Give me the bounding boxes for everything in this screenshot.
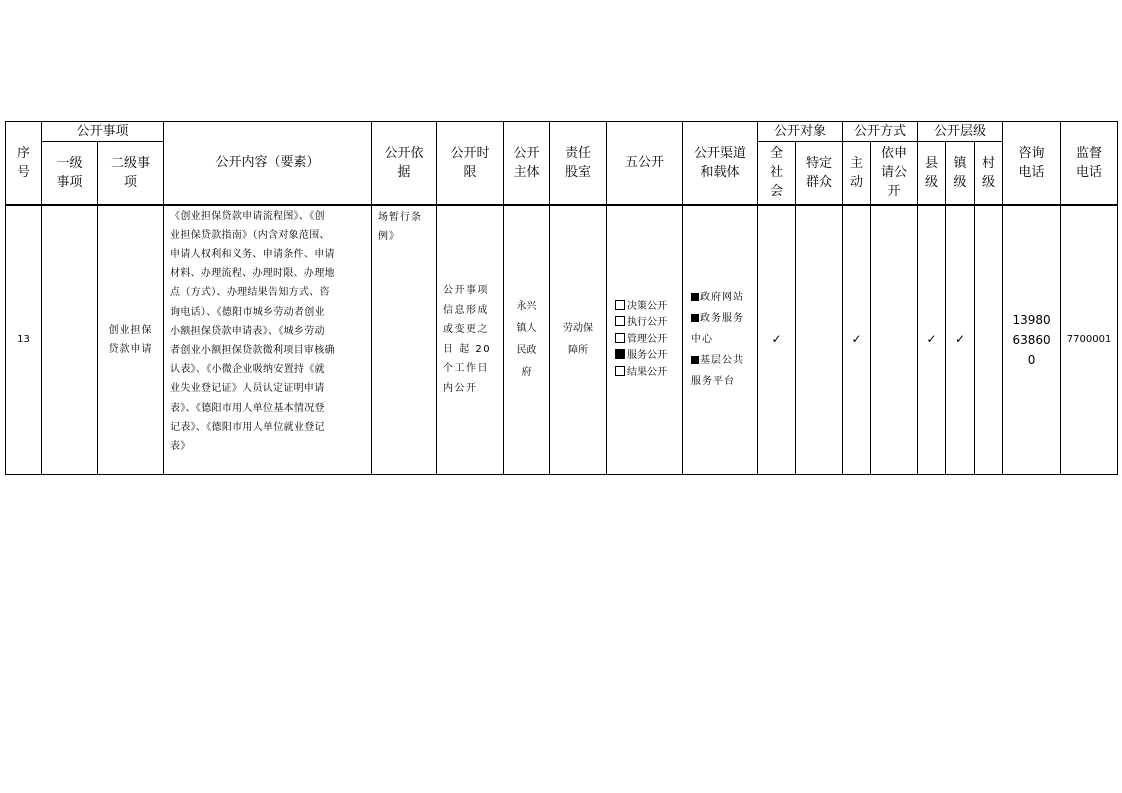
header-dept: 责任 股室 [550, 122, 607, 205]
header-supervise: 监督 电话 [1061, 122, 1118, 205]
channel-list [683, 205, 758, 475]
header-subject: 公开 主体 [504, 122, 550, 205]
five-item-decision: 决策公开 [615, 299, 682, 316]
header-method-group: 公开方式 [843, 122, 918, 142]
disclosure-table [5, 121, 1118, 475]
checkbox-icon [615, 366, 625, 376]
filled-square-icon [691, 356, 699, 364]
header-items-group: 公开事项 [42, 122, 164, 142]
five-item-management: 管理公开 [615, 332, 682, 349]
checkbox-icon [615, 316, 625, 326]
row-seq: 13 [6, 205, 42, 475]
row-level2: 创业担保 贷款申请 [98, 205, 164, 475]
header-content: 公开内容（要素） [164, 122, 372, 205]
row-target-all: ✓ [758, 205, 796, 475]
header-seq: 序 号 [6, 122, 42, 205]
header-level2: 二级事 项 [98, 142, 164, 205]
five-item-service: 服务公开 [615, 348, 682, 365]
header-consult: 咨询 电话 [1003, 122, 1061, 205]
checkbox-icon [615, 300, 625, 310]
header-method-active: 主 动 [843, 142, 871, 205]
row-supervise-phone: 7700001 [1061, 205, 1118, 475]
header-level-group: 公开层级 [918, 122, 1003, 142]
header-five: 五公开 [607, 122, 683, 205]
channel-item: 基层公共 服务平台 [691, 355, 745, 388]
five-item-execution: 执行公开 [615, 315, 682, 332]
filled-square-icon [691, 293, 699, 301]
row-level-county: ✓ [918, 205, 946, 475]
header-method-apply: 依申 请公 开 [871, 142, 918, 205]
header-level-county: 县 级 [918, 142, 946, 205]
header-basis: 公开依 据 [372, 122, 437, 205]
channel-item: 政府网站 [691, 287, 757, 308]
header-level1: 一级 事项 [42, 142, 98, 205]
header-target-all: 全 社 会 [758, 142, 796, 205]
row-target-specific [796, 205, 843, 475]
row-consult-phone: 13980 63860 0 [1003, 205, 1061, 475]
row-subject: 永兴 镇人 民政 府 [504, 205, 550, 475]
five-disclosure-list [607, 205, 683, 475]
row-time: 公开事项 信息形成 或变更之 日 起 20 个工作日 内公开 [437, 205, 504, 475]
filled-square-icon [691, 314, 699, 322]
channel-item: 政务服务 中心 [691, 313, 745, 346]
header-target-specific: 特定 群众 [796, 142, 843, 205]
checkbox-checked-icon [615, 349, 625, 359]
header-level-village: 村 级 [975, 142, 1003, 205]
row-level1 [42, 205, 98, 475]
row-method-apply [871, 205, 918, 475]
row-method-active: ✓ [843, 205, 871, 475]
header-level-town: 镇 级 [946, 142, 975, 205]
row-level-village [975, 205, 1003, 475]
header-time: 公开时 限 [437, 122, 504, 205]
row-level-town: ✓ [946, 205, 975, 475]
checkbox-icon [615, 333, 625, 343]
row-content: 《创业担保贷款申请流程图》、《创 业担保贷款指南》（内含对象范围、 申请人权利和义务、申请条件、申请 材料、办理流程、办理时限、办理地 点（方式）、办理结果告知方式、咨 询电话）、《德阳市城乡劳动者创业 小额担保贷款申请表》、《城乡劳动 者创业小额担保贷款微利项目审核确 认表》、《小微企业吸纳安置持《就 业失业登记证》人员认定证明申请 表》、《德阳市用人单位基本情况登 记表》、《德阳市用人单位就业登记 表》 [164, 205, 372, 475]
five-item-result: 结果公开 [615, 365, 682, 382]
row-basis: 场暂行条 例》 [372, 205, 437, 475]
header-channel: 公开渠道 和载体 [683, 122, 758, 205]
row-dept: 劳动保 障所 [550, 205, 607, 475]
header-target-group: 公开对象 [758, 122, 843, 142]
